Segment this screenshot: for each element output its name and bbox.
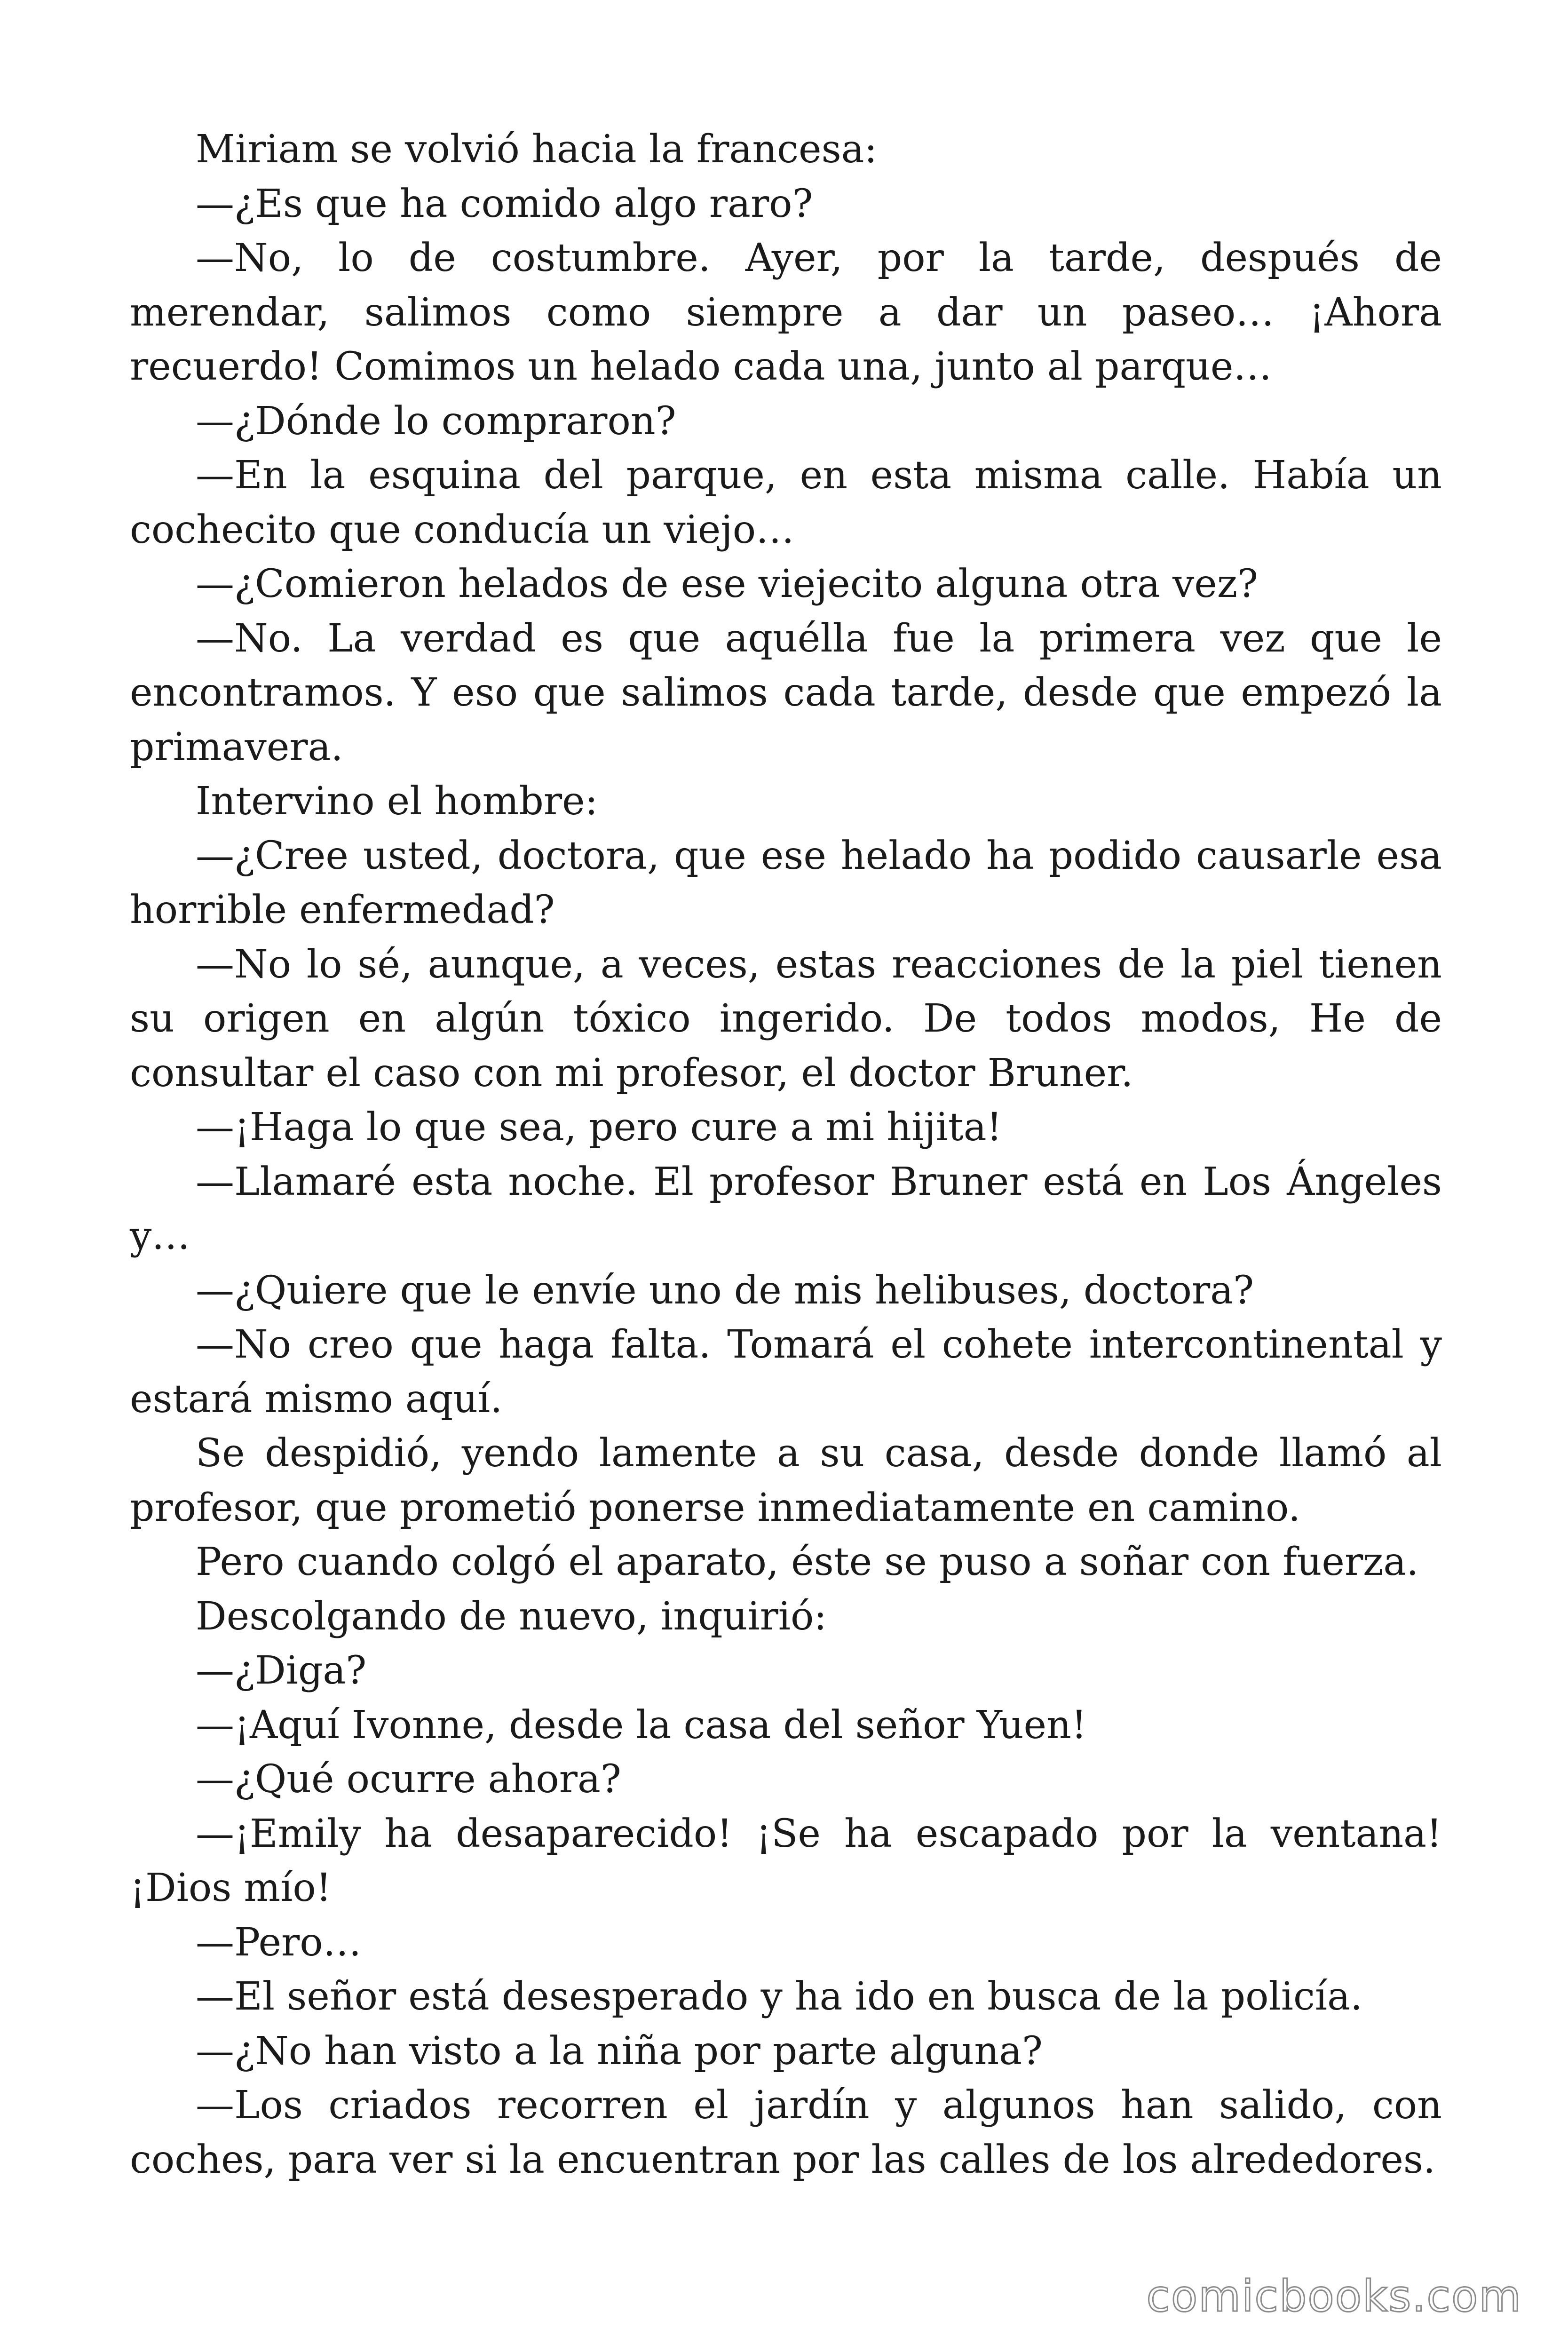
- paragraph: —¿Cree usted, doctora, que ese helado ha podido causarle esa horrible enfermedad?: [130, 833, 1442, 932]
- page-body: [130, 122, 1442, 2187]
- watermark: comicbooks.com: [1146, 2271, 1522, 2321]
- paragraph: —No. La verdad es que aquélla fue la primera vez que le encontramos. Y eso que salimos cada tarde, desde que empezó la primavera.: [130, 616, 1442, 770]
- paragraph: Pero cuando colgó el aparato, éste se puso a soñar con fuerza.: [196, 1540, 1419, 1584]
- paragraph: —En la esquina del parque, en esta misma calle. Había un cochecito que conducía un viejo…: [130, 453, 1442, 552]
- paragraph: —No creo que haga falta. Tomará el cohete intercontinental y estará mismo aquí.: [130, 1322, 1442, 1422]
- paragraph: —¿Diga?: [196, 1648, 367, 1693]
- paragraph: —Pero…: [196, 1920, 362, 1965]
- paragraph: —El señor está desesperado y ha ido en busca de la policía.: [196, 1974, 1363, 2019]
- paragraph: Se despidió, yendo lamente a su casa, desde donde llamó al profesor, que prometió ponerse inmediatamente en camino.: [130, 1431, 1442, 1530]
- paragraph: Intervino el hombre:: [196, 779, 598, 824]
- paragraph: —Los criados recorren el jardín y algunos han salido, con coches, para ver si la encuentran por las calles de los alrededores.: [130, 2083, 1442, 2182]
- paragraph: —No lo sé, aunque, a veces, estas reacciones de la piel tienen su origen en algún tóxico ingerido. De todos modos, He de consultar el caso con mi profesor, el doctor Bruner.: [130, 942, 1442, 1096]
- paragraph: —¿Dónde lo compraron?: [196, 398, 676, 444]
- paragraph: —No, lo de costumbre. Ayer, por la tarde, después de merendar, salimos como siempre a dar un paseo… ¡Ahora recuerdo! Comimos un helado cada una, junto al parque…: [130, 236, 1442, 389]
- paragraph: —¿No han visto a la niña por parte alguna?: [196, 2028, 1043, 2074]
- paragraph: —Llamaré esta noche. El profesor Bruner está en Los Ángeles y…: [130, 1159, 1442, 1258]
- paragraph: —¡Emily ha desaparecido! ¡Se ha escapado por la ventana! ¡Dios mío!: [130, 1811, 1442, 1910]
- paragraph: —¡Aquí Ivonne, desde la casa del señor Yuen!: [196, 1702, 1087, 1748]
- paragraph: —¿Qué ocurre ahora?: [196, 1757, 621, 1802]
- paragraph: Miriam se volvió hacia la francesa:: [196, 127, 878, 172]
- paragraph: —¡Haga lo que sea, pero cure a mi hijita!: [196, 1105, 1002, 1150]
- paragraph: Descolgando de nuevo, inquirió:: [196, 1594, 827, 1639]
- paragraph: —¿Quiere que le envíe uno de mis helibuses, doctora?: [196, 1268, 1254, 1313]
- paragraph: —¿Es que ha comido algo raro?: [196, 181, 813, 226]
- paragraph: —¿Comieron helados de ese viejecito alguna otra vez?: [196, 562, 1259, 606]
